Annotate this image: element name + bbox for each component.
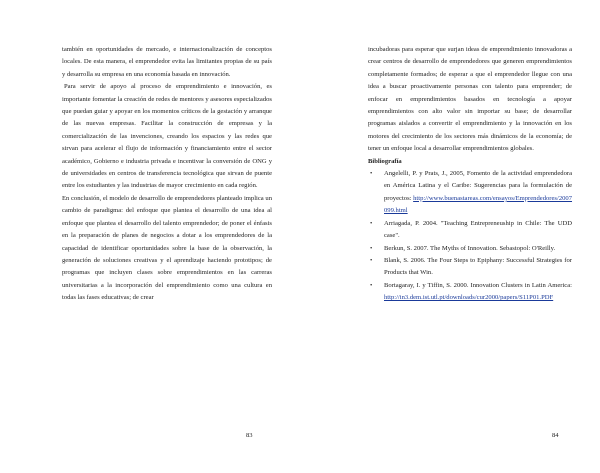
reference-link[interactable]: http://www.buenastareas.com/ensayos/Emprendedores/2007099.html (384, 194, 573, 215)
bibliography-heading: Bibliografía (368, 157, 402, 165)
bullet-icon: • (370, 170, 373, 178)
paragraph: también en oportunidades de mercado, e internacionalización de conceptos locales. De esta manera, el emprendedor evita las limitantes propias de su país y desarrolla su empresa en una economía basada en innovación. (62, 46, 272, 78)
page-number: 84 (552, 432, 559, 439)
reference-item (368, 255, 572, 280)
reference-list (368, 168, 572, 304)
bullet-icon: • (370, 256, 373, 264)
reference-item (368, 280, 572, 305)
reference-link[interactable]: http://in3.dem.ist.utl.pt/downloads/cur2000/papers/S11P01.PDF (384, 294, 554, 302)
paragraph: incubadoras para esperar que surjan ideas de emprendimiento innovadoras a crear centros de desarrollo de emprendedores que generen emprendimientos completamente formados; de esperar a que el emprendedor llegue con una idea a buscar proactivamente personas con talento para emprender; de enfocar en emprendimientos basados en tecnología a apoyar emprendimientos con alto valor sin importar su base; de desarrollar programas aislados a convertir el emprendimiento y la innovación en los motores del crecimiento de los sectores más dinámicos de la economía; de tener un enfoque local a desarrollar emprendimientos globales. (368, 46, 572, 153)
reference-item (368, 218, 572, 243)
page-number: 83 (246, 432, 253, 439)
reference-text: Arriagada, P. 2004. "Teaching Entrepreneuship in Chile: The UDD case". (384, 219, 572, 240)
right-page (300, 0, 600, 473)
reference-item (368, 168, 572, 218)
paragraph: En conclusión, el modelo de desarrollo de emprendedores planteado implica un cambio de paradigma: del enfoque que plantea el desarrollo de una idea al enfoque que plantea el desarrollo del talento emprendedor; de poner el énfasis en la preparación de planes de negocios a dotar a los emprendedores de la capacidad de identificar oportunidades sobre la base de la observación, la generación de soluciones creativas y el aprendizaje haciendo prototipos; de programas que incluyen clases sobre emprendimientos en las carreras universitarias a la incorporación del emprendimiento como una cultura en todas las fases educativas; de crear (62, 194, 272, 302)
reference-text: Berkun, S. 2007. The Myths of Innovation. Sebastopol: O'Reilly. (384, 244, 556, 252)
reference-text: Bortagaray, I. y Tiffin, S. 2000. Innovation Clusters in Latin America: (384, 281, 572, 289)
reference-item (368, 243, 572, 255)
reference-text: Blank, S. 2006. The Four Steps to Epiphany: Successful Strategies for Products that Win. (384, 256, 572, 277)
bullet-icon: • (370, 244, 373, 252)
bullet-icon: • (370, 281, 373, 289)
left-page-body (62, 44, 272, 305)
paragraph: Para servir de apoyo al proceso de emprendimiento e innovación, es importante fomentar la creación de redes de mentores y asesores especializados que puedan guiar y apoyar en los momentos críticos de la gestación y arranque de las nuevas empresas. Facilitar la construcción de empresas y la comercialización de las invenciones, creando los espacios y las redes que sirvan para acelerar el flujo de información y financiamiento entre el sector académico, Gobierno e industria privada e incentivar la conversión de ONG y de universidades en centros de transferencia tecnológica que sirvan de puente entre los estudiantes y las industrias de mayor crecimiento en cada región. (62, 83, 272, 190)
bullet-icon: • (370, 219, 373, 227)
right-page-body (368, 44, 572, 305)
reference-text: Angelelli, P. y Prats, J., 2005, Fomento de la actividad emprendedora en América Latina y el Caribe: Sugerencias para la formulación de proyectos: (384, 170, 572, 202)
